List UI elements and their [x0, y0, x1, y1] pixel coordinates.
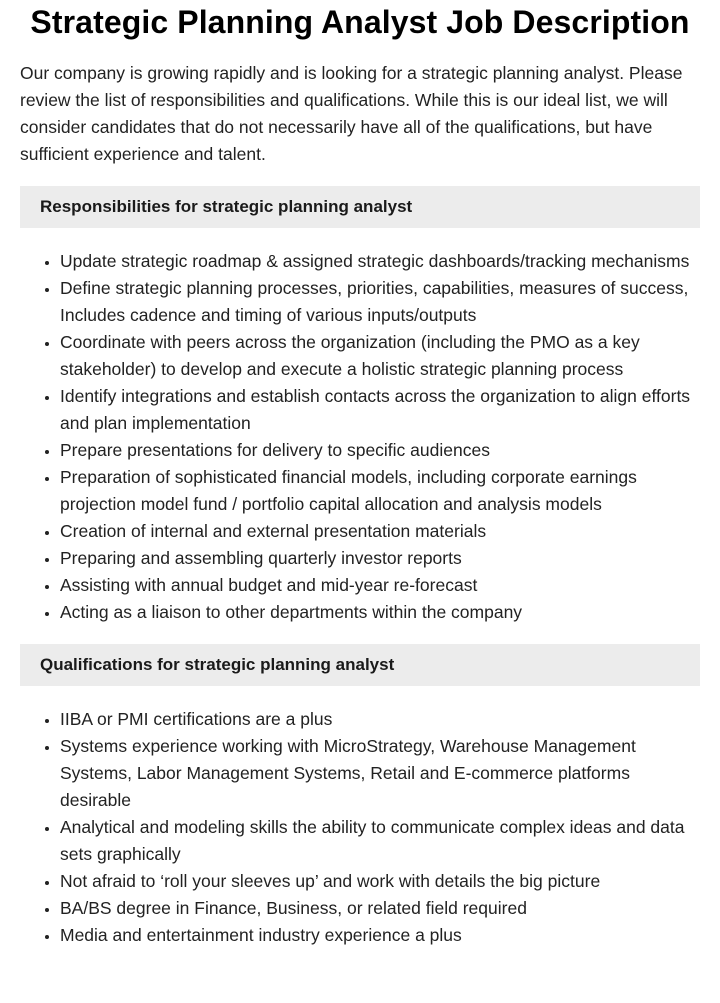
- responsibilities-heading: Responsibilities for strategic planning analyst: [20, 186, 700, 228]
- qualifications-list: [20, 706, 700, 949]
- list-item: • Prepare presentations for delivery to specific audiences: [60, 437, 700, 464]
- list-item: • Identify integrations and establish contacts across the organization to align efforts and plan implementation: [60, 383, 700, 437]
- list-item: • Analytical and modeling skills the ability to communicate complex ideas and data sets graphically: [60, 814, 700, 868]
- list-item: • Update strategic roadmap & assigned strategic dashboards/tracking mechanisms: [60, 248, 700, 275]
- intro-paragraph: Our company is growing rapidly and is looking for a strategic planning analyst. Please review the list of responsibilities and qualifications. While this is our ideal list, we will consider candidates that do not necessarily have all of the qualifications, but have sufficient experience and talent.: [20, 63, 683, 164]
- list-item: • Coordinate with peers across the organization (including the PMO as a key stakeholder) to develop and execute a holistic strategic planning process: [60, 329, 700, 383]
- list-item: • Creation of internal and external presentation materials: [60, 518, 700, 545]
- list-item: • Preparing and assembling quarterly investor reports: [60, 545, 700, 572]
- list-item: • Preparation of sophisticated financial models, including corporate earnings projection model fund / portfolio capital allocation and analysis models: [60, 464, 700, 518]
- list-item: • IIBA or PMI certifications are a plus: [60, 706, 700, 733]
- responsibilities-list: [20, 248, 700, 626]
- list-item: • Systems experience working with MicroStrategy, Warehouse Management Systems, Labor Management Systems, Retail and E-commerce platforms desirable: [60, 733, 700, 814]
- list-item: • Define strategic planning processes, priorities, capabilities, measures of success, Includes cadence and timing of various inputs/outputs: [60, 275, 700, 329]
- list-item: • BA/BS degree in Finance, Business, or related field required: [60, 895, 700, 922]
- page-title: Strategic Planning Analyst Job Description: [30, 4, 690, 40]
- list-item: • Media and entertainment industry experience a plus: [60, 922, 700, 949]
- list-item: • Assisting with annual budget and mid-year re-forecast: [60, 572, 700, 599]
- list-item: • Acting as a liaison to other departments within the company: [60, 599, 700, 626]
- qualifications-heading: Qualifications for strategic planning analyst: [20, 644, 700, 686]
- list-item: • Not afraid to ‘roll your sleeves up’ and work with details the big picture: [60, 868, 700, 895]
